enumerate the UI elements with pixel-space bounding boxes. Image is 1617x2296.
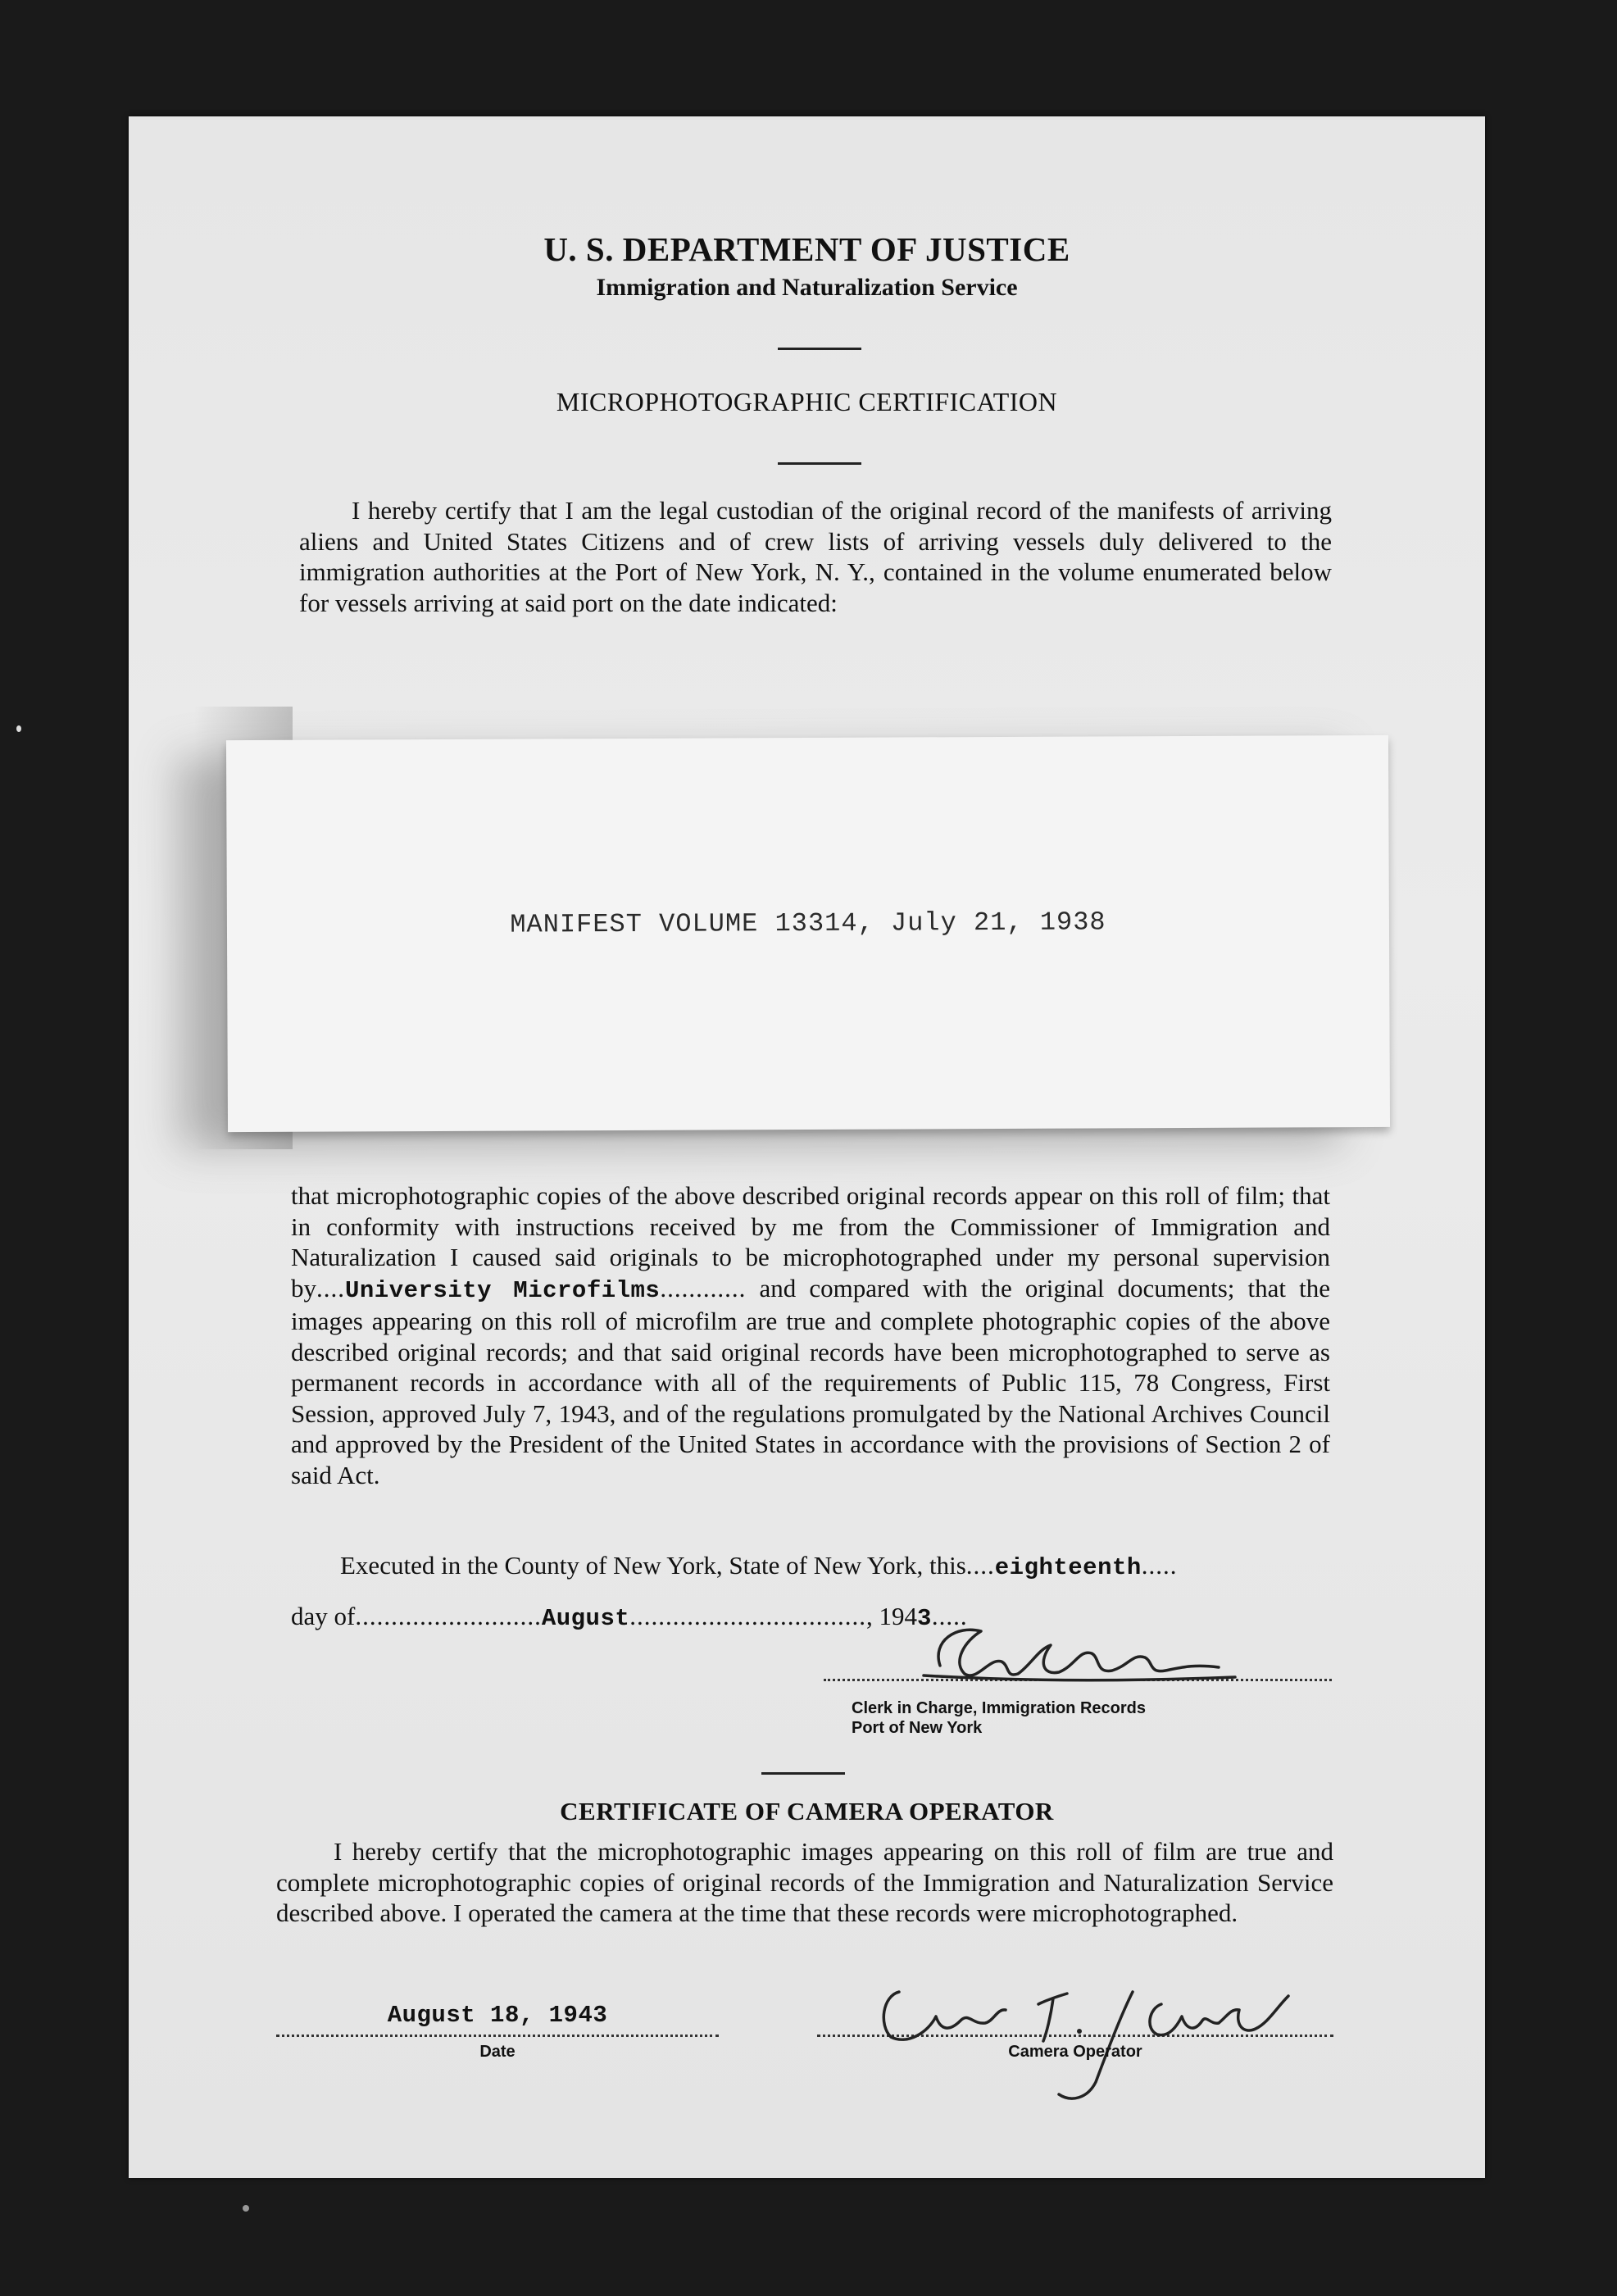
dot-leader: ................................. — [629, 1602, 867, 1630]
clerk-title: Clerk in Charge, Immigration Records — [852, 1699, 1146, 1717]
dot-leader: ..... — [1141, 1551, 1178, 1580]
form-title: MICROPHOTOGRAPHIC CERTIFICATION — [556, 387, 1058, 416]
custodian-paragraph: I hereby certify that I am the legal custodian of the original record of the manifests of arriving aliens and United States Citizens and of crew lists of arriving vessels duly delivered to the immigration authorities at the Port of New York, N. Y., contained in the volume enumerated below for vessels arriving at said port on the date indicated: — [299, 496, 1332, 617]
execution-line — [340, 1551, 1333, 1581]
department-heading: U. S. DEPARTMENT OF JUSTICE — [543, 230, 1070, 268]
divider — [778, 348, 861, 350]
execution-prefix: Executed in the County of New York, State of New York, this — [340, 1551, 966, 1580]
execution-day-value: eighteenth — [994, 1554, 1142, 1581]
body-text-part2: and compared with the original documents; that the images appearing on this roll of microfilm are true and complete photographic copies of the above described original records; and that said original records have been microphotographed to serve as permanent records in accordance with all of the requirements of Public 115, 78 Congress, First Session, approved July 7, 1943, and of the regulations promulgated by the National Archives Council and approved by the President of the United States in accordance with the provisions of Section 2 of said Act. — [291, 1273, 1330, 1489]
divider — [761, 1772, 845, 1775]
dot-leader: .......................... — [355, 1602, 542, 1630]
film-speck — [16, 725, 21, 732]
clerk-signature — [907, 1616, 1251, 1690]
dot-leader: .... — [316, 1273, 345, 1303]
year-prefix: , 194 — [866, 1602, 918, 1630]
dot-leader: ............ — [660, 1273, 747, 1303]
divider — [778, 462, 861, 465]
day-of-label: day of — [291, 1602, 356, 1630]
filmed-by-value: University Microfilms — [345, 1276, 661, 1304]
execution-month-value: August — [541, 1605, 630, 1632]
certification-body — [291, 1180, 1330, 1490]
year-digit-value: 3 — [917, 1605, 932, 1632]
certificate-sheet — [129, 116, 1485, 2178]
operator-label: Camera Operator — [1008, 2043, 1142, 2061]
dot-leader: .... — [965, 1551, 995, 1580]
clerk-title-block — [852, 1698, 1146, 1738]
clerk-office: Port of New York — [852, 1719, 983, 1737]
dot-leader: ..... — [931, 1602, 968, 1630]
manifest-volume-text: MANIFEST VOLUME 13314, July 21, 1938 — [510, 907, 1106, 940]
film-speck — [243, 2205, 249, 2212]
camera-certificate-title: CERTIFICATE OF CAMERA OPERATOR — [560, 1797, 1054, 1825]
day-of-line — [291, 1602, 996, 1632]
date-label: Date — [479, 2043, 516, 2061]
operator-signature — [850, 1959, 1309, 2107]
body-text-part1: that microphotographic copies of the above described original records appear on this roll of film; that in conformity with instructions received by me from the Commissioner of Immigration and Naturalization I caused said originals to be microphotographed under my personal supervision by — [291, 1181, 1330, 1303]
service-subheading: Immigration and Naturalization Service — [596, 274, 1018, 301]
operator-date-value: August 18, 1943 — [387, 2002, 608, 2029]
volume-slip — [226, 735, 1390, 1132]
camera-certificate-text: I hereby certify that the microphotographic images appearing on this roll of film are true and complete microphotographic copies of original records of the Immigration and Naturalization Service described above. I operated the camera at the time that these records were microphotographed. — [276, 1837, 1333, 1927]
